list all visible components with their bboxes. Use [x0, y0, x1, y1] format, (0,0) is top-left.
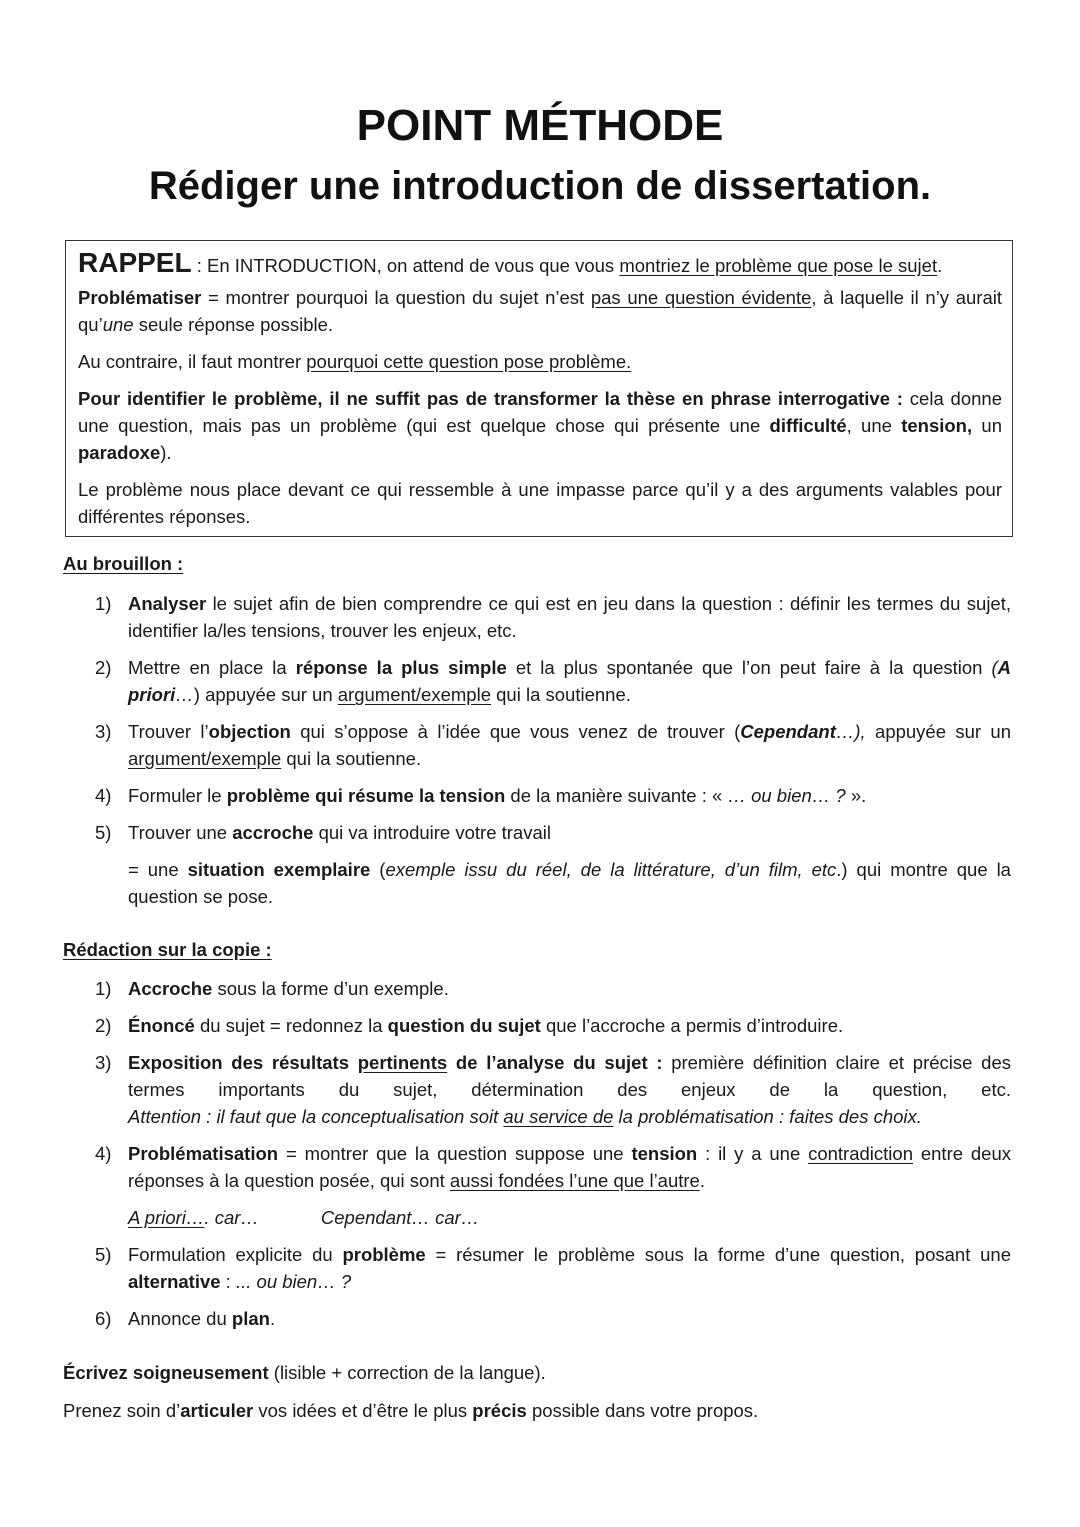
redaction-list — [63, 975, 1011, 1342]
list-item: 2) Mettre en place la réponse la plus simple et la plus spontanée que l’on peut faire à la question (A priori…) appuyée sur un argument/exemple qui la soutienne. — [95, 657, 1012, 705]
footer-note-1: Écrivez soigneusement (lisible + correction de la langue). — [63, 1362, 546, 1383]
brouillon-list — [63, 590, 1011, 920]
list-item: 6) Annonce du plan. — [95, 1308, 276, 1329]
list-item: 4) Problématisation = montrer que la question suppose une tension : il y a une contradiction entre deux réponses à la question posée, qui sont aussi fondées l’une que l’autre. A priori…. car… Cependant… car… — [95, 1143, 1011, 1228]
list-item: 4) Formuler le problème qui résume la tension de la manière suivante : « … ou bien… ? ». — [95, 785, 867, 806]
rappel-box: RAPPEL : En INTRODUCTION, on attend de vous que vous montriez le problème que pose le sujet. Problématiser = montrer pourquoi la question du sujet n’est pas une question évidente, à laquelle il n’y aurait qu’une seule réponse possible. Au contraire, il faut montrer pourquoi cette question pose problème. Pour identifier le problème, il ne suffit pas de transformer la thèse en phrase interrogative : cela donne une question, mais pas un problème (qui est quelque chose qui présente une difficulté, une tension, un paradoxe). Le problème nous place devant ce qui ressemble à une impasse parce qu’il y a des arguments valables pour différentes réponses. — [65, 240, 1013, 537]
heading-redaction: Rédaction sur la copie : — [63, 939, 272, 960]
list-item: 1) Analyser le sujet afin de bien comprendre ce qui est en jeu dans la question : définir les termes du sujet, identifier la/les tensions, trouver les enjeux, etc. — [95, 593, 1011, 641]
rappel-label: RAPPEL — [78, 247, 192, 278]
page-title: POINT MÉTHODE — [356, 101, 724, 150]
list-item: 5) Formulation explicite du problème = résumer le problème sous la forme d’une question, posant une alternative : ... ou bien… ? — [95, 1244, 1011, 1292]
term-problematiser: Problématiser — [78, 287, 202, 308]
page-subtitle: Rédiger une introduction de dissertation. — [148, 164, 932, 208]
list-item: 2) Énoncé du sujet = redonnez la question du sujet que l’accroche a permis d’introduire. — [95, 1015, 844, 1036]
rappel-conclusion: Le problème nous place devant ce qui ressemble à une impasse parce qu’il y a des arguments valables pour différentes réponses. — [78, 479, 1002, 527]
list-item: 5) Trouver une accroche qui va introduire votre travail = une situation exemplaire (exemple issu du réel, de la littérature, d’un film, etc.) qui montre que la question se pose. — [95, 822, 1011, 907]
heading-brouillon: Au brouillon : — [63, 553, 184, 574]
footer-note-2: Prenez soin d’articuler vos idées et d’être le plus précis possible dans votre propos. — [63, 1400, 759, 1421]
underlined-text: montriez le problème que pose le sujet — [619, 255, 938, 276]
list-item: 3) Exposition des résultats pertinents de l’analyse du sujet : première définition claire et précise des termes importants du sujet, détermination des enjeux de la question, etc. Attention : il faut que la conceptualisation soit au service de la problématisation : faites des choix. — [95, 1052, 1011, 1127]
list-item: 3) Trouver l’objection qui s’oppose à l’idée que vous venez de trouver (Cependant…), appuyée sur un argument/exemple qui la soutienne. — [95, 721, 1011, 769]
list-item: 1) Accroche sous la forme d’un exemple. — [95, 978, 449, 999]
